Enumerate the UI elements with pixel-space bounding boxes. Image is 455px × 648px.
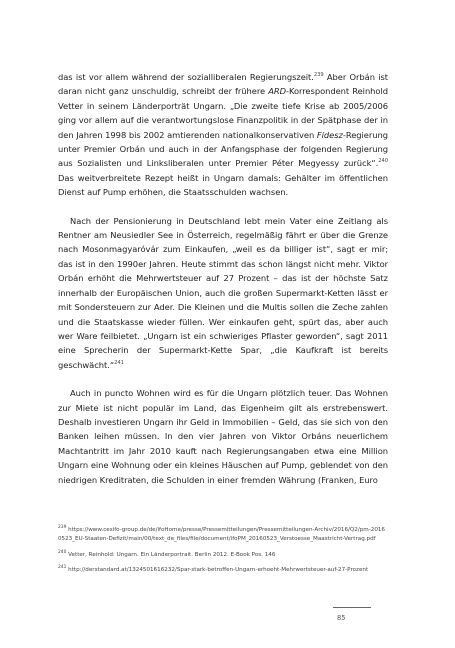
footnote-ref: 240 [378, 158, 388, 165]
paragraph-text: Auch in puncto Wohnen wird es für die Ungarn plötzlich teuer. Das Wohnen zur Miete ist nicht populär im Land, das Eigenheim gilt als erstrebenswert. Deshalb investieren Ungarn ihr Geld in Immobilien – Geld, das sie sich von den Banken leihen müssen. In den vier Jahren von Viktor Orbáns neuerlichem Machtantritt im Jahr 2010 kauft nach Regierungsangaben etwa eine Million Ungarn eine Wohnung oder ein kleines Häuschen auf Pump, geblendet von den niedrigen Kreditraten, die Schulden in einer fremden Währung (Franken, Euro [58, 388, 388, 485]
page-number-rule [333, 607, 371, 608]
footnotes [58, 526, 388, 581]
footnote-ref: 239 [313, 72, 324, 79]
footnote [58, 566, 388, 575]
paragraph-text: Das weitverbreitete Rezept heißt in Ungarn damals: Gehälter im öffentlichen Dienst auf Pump erhöhen, die Staatsschulden wachsen. [58, 172, 388, 198]
footnote-text: Vetter, Reinhold: Ungarn. Ein Länderportrait. Berlin 2012. E-Book Pos. 146 [66, 551, 276, 558]
footnote-text: http://derstandard.at/1324501616232/Spar-stark-betroffen-Ungarn-erhoeht-Mehrwertsteuer-auf-27-Prozent [66, 566, 369, 573]
paragraph-text: Aber Orbán ist daran nicht ganz unschuldig, schreibt der frühere [58, 72, 388, 97]
footnote-number: 239 [58, 525, 67, 531]
footnote-text: https://www.cesifo-group.de/de/ifoHome/presse/Pressemitteilungen/Pressemitteilungen-Archiv/2016/Q2/pm-20160523_EU-Staaten-Defizit/main/00/text_de_files/file/document/ifoPM_20160523_Verstoesse_Maastricht-Vertrag.pdf [58, 527, 385, 543]
footnote-number: 241 [58, 565, 67, 571]
paragraph [58, 386, 388, 487]
footnote-ref: 241 [114, 359, 124, 366]
page-number: 85 [337, 614, 346, 622]
paragraph [58, 70, 388, 200]
footnote-number: 240 [58, 549, 67, 555]
footnote [58, 551, 388, 560]
italic-text: Fidesz [316, 129, 343, 140]
footnote [58, 526, 388, 545]
italic-text: ARD [268, 86, 286, 97]
paragraph [58, 214, 388, 372]
paragraph-text: -Regierung unter Premier Orbán und auch in der Anfangsphase der folgenden Regierung aus Sozialisten und Linksliberalen unter Premier Péter Megyessy zurück“. [58, 129, 388, 169]
paragraph-text: Nach der Pensionierung in Deutschland lebt mein Vater eine Zeitlang als Rentner am Neusiedler See in Österreich, regelmäßig fährt er über die Grenze nach Mosonmagyaróvár zum Einkaufen, „weil es da billiger ist“, sagt er mir; das ist in den 1990er Jahren. Heute stimmt das schon längst nicht mehr. Viktor Orbán erhöht die Mehrwertsteuer auf 27 Prozent – das ist der höchste Satz innerhalb der Europäischen Union, auch die großen Supermarkt-Ketten lässt er mit Sondersteuern zur Ader. Die Kleinen und die Multis sollen die Zeche zahlen und die Staatskasse wieder füllen. Wer einkaufen geht, spürt das, aber auch wer Ware feilbietet. „Ungarn ist ein schwieriges Pflaster geworden“, sagt 2011 eine Sprecherin der Supermarkt-Kette Spar, „die Kaufkraft ist bereits geschwächt.“ [58, 215, 388, 370]
body-text [58, 70, 388, 487]
paragraph-text: -Korrespondent Reinhold Vetter in seinem Länderporträt Ungarn. „Die zweite tiefe Krise ab 2005/2006 ging vor allem auf die verantwortungslose Finanzpolitik in der Spätphase der in den Jahren 1998 bis 2002 amtierenden nationalkonservativen [58, 86, 388, 140]
paragraph-text: das ist vor allem während der sozialliberalen Regierungszeit. [58, 72, 314, 82]
